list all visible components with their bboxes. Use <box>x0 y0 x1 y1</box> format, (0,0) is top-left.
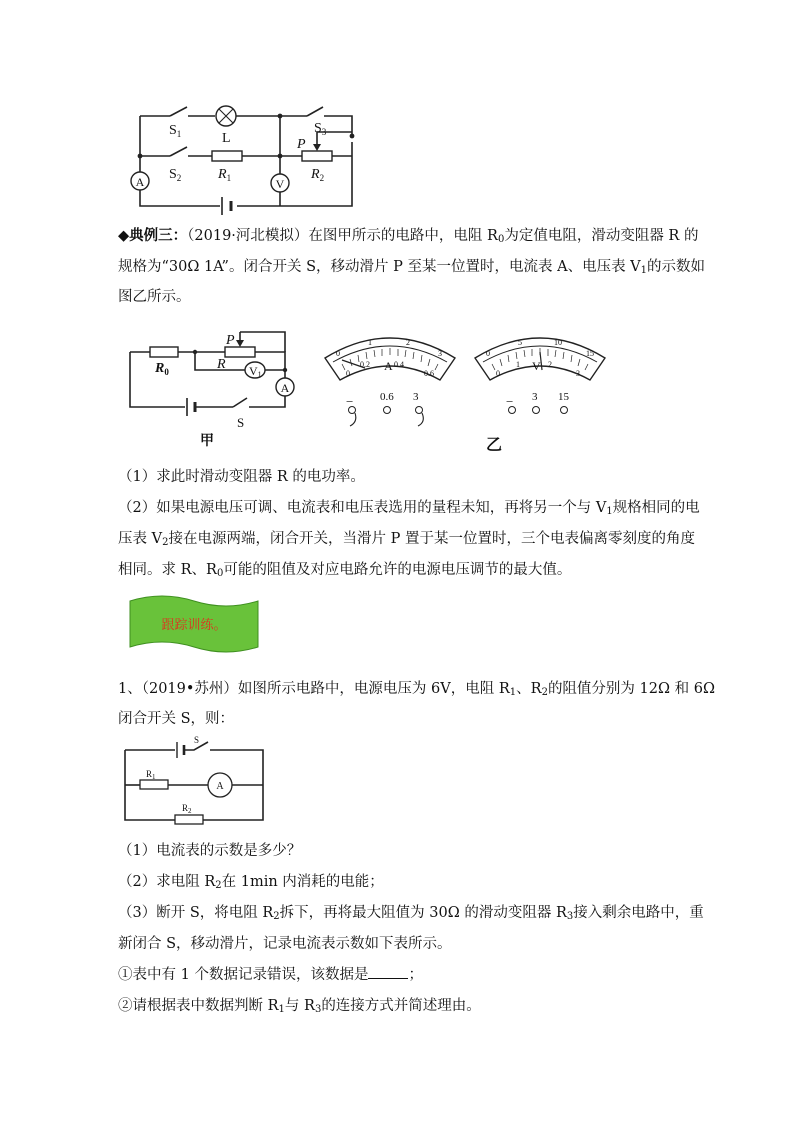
svg-text:R2: $R_2$ <box>182 803 192 815</box>
meter-ammeter <box>320 330 460 430</box>
svg-text:15: 15 <box>558 391 569 403</box>
svg-text:S: S <box>194 735 200 745</box>
svg-text:V: V <box>532 359 541 373</box>
svg-text:0: 0 <box>496 369 500 378</box>
problem1-q3-line1: （3）断开 S，将电阻 $R_2$拆下，再将最大阻值为 30Ω 的滑动变阻器 $R_3$接入剩余电路中，重 <box>118 905 704 922</box>
svg-text:P: P <box>297 137 306 152</box>
svg-text:R2: $R_2$ <box>311 167 325 183</box>
svg-text:V1: V1 <box>249 364 262 379</box>
problem1-line1: 1、（2019•苏州）如图所示电路中，电源电压为 6V，电阻 $R_1$、$R_2$的阻值分别为 12Ω 和 6Ω <box>118 681 715 698</box>
banner-tracking-training <box>128 595 260 655</box>
svg-text:0: 0 <box>336 349 340 358</box>
voltmeter-label: V <box>275 177 285 191</box>
svg-text:1: 1 <box>368 338 372 347</box>
question-3-2-line3: 相同。求 R、$R_0$可能的阻值及对应电路允许的电源电压调节的最大值。 <box>118 562 572 579</box>
svg-text:2: 2 <box>548 360 552 369</box>
svg-text:0.6: 0.6 <box>424 369 434 378</box>
svg-text:1: 1 <box>516 360 520 369</box>
svg-text:3: 3 <box>438 349 442 358</box>
svg-text:S: S <box>237 415 245 430</box>
example3-line1: ◆典例三：（2019·河北模拟）在图甲所示的电路中，电阻 $R_0$为定值电阻，滑动变阻器 R 的 <box>118 227 699 245</box>
svg-text:3: 3 <box>576 369 580 378</box>
svg-text:3: 3 <box>532 391 538 403</box>
svg-text:5: 5 <box>518 338 522 347</box>
svg-text:R1: $R_1$ <box>146 769 156 781</box>
svg-text:A: A <box>216 781 224 792</box>
svg-text:0.4: 0.4 <box>394 360 404 369</box>
figure-caption-yi: 乙 <box>486 435 503 454</box>
svg-text:S2: $S_2$ <box>169 167 182 183</box>
svg-text:0: 0 <box>486 349 490 358</box>
question-3-1: （1）求此时滑动变阻器 R 的电功率。 <box>118 469 365 485</box>
svg-text:−: − <box>346 394 354 409</box>
svg-text:S3: $S_3$ <box>314 121 327 137</box>
svg-text:3: 3 <box>413 391 419 403</box>
svg-text:S1: $S_1$ <box>169 123 182 139</box>
svg-text:0.6: 0.6 <box>380 391 394 403</box>
answer-blank[interactable] <box>368 964 408 979</box>
circuit-diagram-problem1 <box>120 735 270 830</box>
ammeter-label: A <box>135 175 145 189</box>
lamp-label: L <box>222 131 231 146</box>
question-3-2-line2: 压表 $V_2$接在电源两端，闭合开关，当滑片 P 置于某一位置时，三个电表偏离零刻度的角度 <box>118 531 695 548</box>
figure-caption-jia: 甲 <box>200 433 214 449</box>
svg-text:R0: $R_0$ <box>155 361 169 377</box>
problem1-q3-item1: ①表中有 1 个数据记录错误，该数据是 ； <box>118 964 423 986</box>
svg-text:0.2: 0.2 <box>360 360 370 369</box>
svg-text:R: R <box>217 357 226 372</box>
svg-text:A: A <box>280 381 290 395</box>
example3-line2: 规格为“30Ω 1A”。闭合开关 S，移动滑片 P 至某一位置时，电流表 A、电压表 $V_1$的示数如 <box>118 259 706 276</box>
problem1-line2: 闭合开关 S，则： <box>118 711 235 727</box>
svg-text:−: − <box>506 394 514 409</box>
svg-text:跟踪训练。: 跟踪训练。 <box>161 617 227 632</box>
svg-text:15: 15 <box>586 349 594 358</box>
problem1-q3-line2: 新闭合 S，移动滑片，记录电流表示数如下表所示。 <box>118 936 452 952</box>
svg-text:A: A <box>384 359 393 373</box>
problem1-q2: （2）求电阻 $R_2$在 1min 内消耗的电能； <box>118 874 384 891</box>
svg-text:0: 0 <box>346 369 350 378</box>
circuit-diagram-top <box>125 104 365 214</box>
problem1-q3-item2: ②请根据表中数据判断 $R_1$与 $R_3$的连接方式并简述理由。 <box>118 998 481 1015</box>
svg-text:R1: $R_1$ <box>218 167 232 183</box>
circuit-diagram-jia <box>125 330 305 445</box>
question-3-2-line1: （2）如果电源电压可调、电流表和电压表选用的量程未知，再将另一个与 $V_1$规格相同的电 <box>118 500 700 517</box>
meter-voltmeter <box>470 330 610 430</box>
svg-text:P: P <box>226 333 235 348</box>
svg-text:2: 2 <box>406 338 410 347</box>
example3-line3: 图乙所示。 <box>118 289 191 305</box>
svg-text:10: 10 <box>554 338 562 347</box>
problem1-q1: （1）电流表的示数是多少？ <box>118 843 302 859</box>
